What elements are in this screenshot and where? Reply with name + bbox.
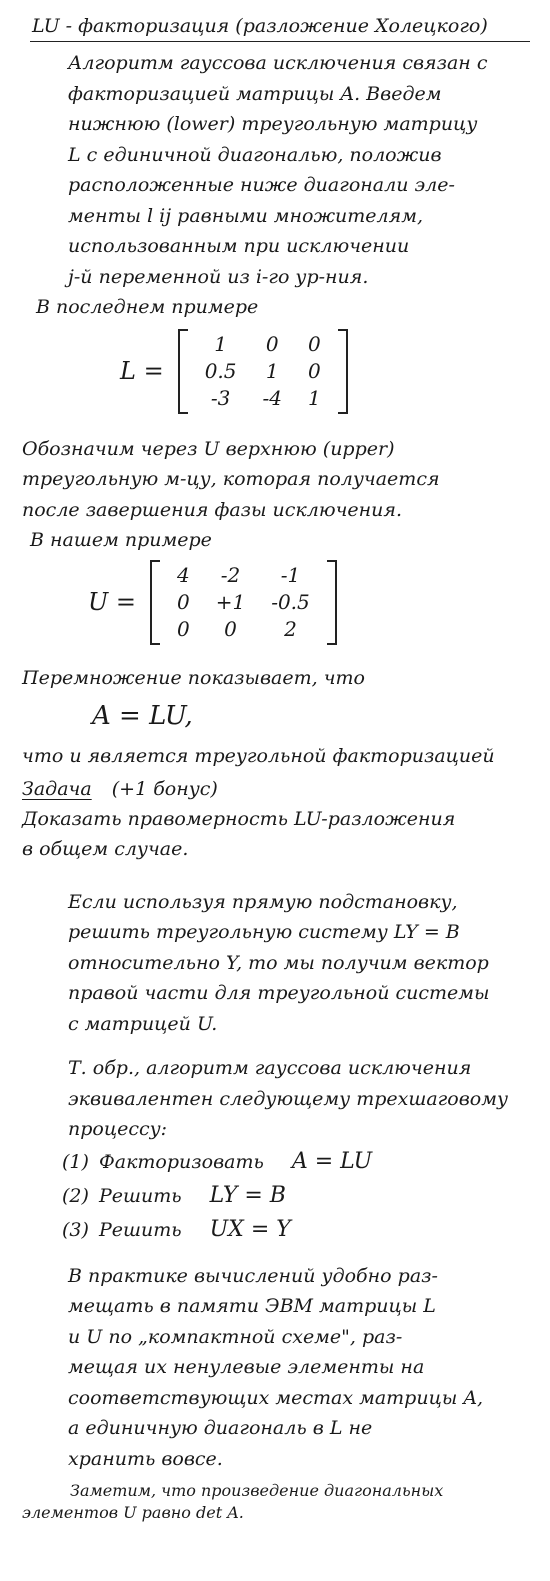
matrix-cell: 0 bbox=[224, 617, 237, 641]
text-line: Т. обр., алгоритм гауссова исключения bbox=[68, 1057, 472, 1079]
matrix-row bbox=[164, 562, 323, 589]
matrix-U-label: U = bbox=[88, 588, 136, 616]
matrix-cell: -2 bbox=[220, 563, 241, 587]
text-line: Если используя прямую подстановку, bbox=[68, 890, 458, 913]
matrix-U bbox=[150, 560, 337, 645]
matrix-cell: 0 bbox=[265, 332, 279, 356]
matrix-cell: 0 bbox=[307, 359, 321, 383]
text-line: Обозначим через U верхнюю (upper) bbox=[22, 437, 395, 460]
intro-paragraph bbox=[22, 48, 532, 292]
text-line: Алгоритм гауссова исключения связан с bbox=[68, 52, 488, 74]
text-line: в общем случае. bbox=[22, 838, 189, 860]
text-line: соответствующих местах матрицы A, bbox=[68, 1386, 484, 1409]
text-line: процессу: bbox=[68, 1118, 168, 1140]
task-word: Задача bbox=[22, 777, 92, 800]
multiplication-line: Перемножение показывает, что bbox=[22, 666, 365, 689]
page-title: LU - факторизация (разложение Холецкого) bbox=[32, 15, 488, 37]
step-text: Решить bbox=[98, 1184, 182, 1207]
equivalence-paragraph bbox=[22, 1053, 532, 1145]
matrix-row bbox=[192, 358, 334, 385]
step-number: (3) bbox=[62, 1218, 89, 1241]
text-line: после завершения фазы исключения. bbox=[22, 498, 403, 521]
matrix-cell: 1 bbox=[307, 386, 321, 410]
upper-paragraph bbox=[22, 434, 532, 556]
text-line: элементов U равно det A. bbox=[22, 1503, 244, 1522]
step-formula: UX = Y bbox=[209, 1216, 291, 1242]
conclusion-line: что и является треугольной факторизацией bbox=[22, 745, 495, 767]
compact-paragraph bbox=[22, 1261, 532, 1475]
matrix-L-label: L = bbox=[120, 357, 164, 385]
text-line: хранить вовсе. bbox=[68, 1447, 223, 1470]
matrix-cell: 2 bbox=[284, 617, 297, 641]
text-line: эквивалентен следующему трехшаговому bbox=[68, 1087, 508, 1110]
text-line: менты l ij равными множителям, bbox=[68, 204, 424, 227]
matrix-cell: +1 bbox=[215, 590, 246, 614]
matrix-row bbox=[192, 331, 334, 358]
matrix-row bbox=[164, 616, 323, 643]
text-line: правой части для треугольной системы bbox=[68, 982, 490, 1004]
matrix-cell: 0 bbox=[176, 617, 190, 641]
step-number: (2) bbox=[62, 1184, 89, 1207]
matrix-L bbox=[178, 329, 348, 414]
step-item bbox=[62, 1213, 532, 1247]
text-line: расположенные ниже диагонали эле- bbox=[68, 174, 455, 196]
forward-sub-paragraph bbox=[22, 887, 532, 1040]
text-line: В практике вычислений удобно раз- bbox=[68, 1264, 438, 1287]
matrix-cell: 0 bbox=[307, 332, 321, 356]
text-line: использованным при исключении bbox=[68, 235, 410, 257]
matrix-cell: -4 bbox=[262, 386, 282, 410]
text-line: треугольную м-цу, которая получается bbox=[22, 468, 440, 490]
text-line: нижнюю (lower) треугольную матрицу bbox=[68, 113, 478, 135]
text-line: L с единичной диагональю, положив bbox=[68, 143, 442, 166]
steps-list bbox=[62, 1145, 532, 1247]
matrix-cell: -0.5 bbox=[271, 590, 310, 614]
matrix-cell: 1 bbox=[265, 359, 279, 383]
matrix-cell: -1 bbox=[280, 563, 301, 587]
footnote-paragraph bbox=[22, 1480, 532, 1524]
matrix-row bbox=[164, 589, 323, 616]
task-bonus: (+1 бонус) bbox=[111, 777, 218, 800]
matrix-cell: -3 bbox=[210, 386, 231, 410]
step-formula: LY = B bbox=[209, 1182, 286, 1208]
text-line: относительно Y, то мы получим вектор bbox=[68, 951, 489, 974]
step-text: Факторизовать bbox=[98, 1150, 264, 1173]
matrix-U-block bbox=[88, 560, 532, 645]
step-item bbox=[62, 1179, 532, 1213]
matrix-cell: 0 bbox=[176, 590, 190, 614]
text-line: j-й переменной из i-го ур-ния. bbox=[68, 265, 369, 288]
step-item bbox=[62, 1145, 532, 1179]
text-line: мещать в памяти ЭВМ матрицы L bbox=[68, 1295, 436, 1317]
matrix-cell: 4 bbox=[176, 563, 190, 587]
matrix-L-block bbox=[120, 329, 532, 414]
matrix-cell: 0.5 bbox=[204, 359, 237, 383]
example-intro: В последнем примере bbox=[36, 296, 259, 318]
task-paragraph bbox=[22, 804, 532, 865]
step-number: (1) bbox=[62, 1150, 89, 1173]
matrix-row bbox=[192, 385, 334, 412]
title-underline bbox=[30, 41, 530, 42]
step-text: Решить bbox=[98, 1218, 182, 1241]
text-line: а единичную диагональ в L не bbox=[68, 1417, 373, 1439]
task-heading bbox=[22, 774, 532, 804]
text-line: В нашем примере bbox=[30, 529, 212, 551]
text-line: факторизацией матрицы A. Введем bbox=[68, 82, 442, 105]
text-line: с матрицей U. bbox=[68, 1012, 218, 1035]
text-line: Доказать правомерность LU-разложения bbox=[22, 807, 456, 830]
matrix-cell: 1 bbox=[214, 332, 227, 356]
text-line: и U по „компактной схеме", раз- bbox=[68, 1325, 403, 1348]
step-formula: A = LU bbox=[291, 1148, 373, 1174]
text-line: решить треугольную систему LY = B bbox=[68, 921, 460, 943]
text-line: Заметим, что произведение диагональных bbox=[70, 1481, 444, 1500]
text-line: мещая их ненулевые элементы на bbox=[68, 1356, 425, 1378]
factorization-equation: A = LU, bbox=[92, 701, 193, 731]
